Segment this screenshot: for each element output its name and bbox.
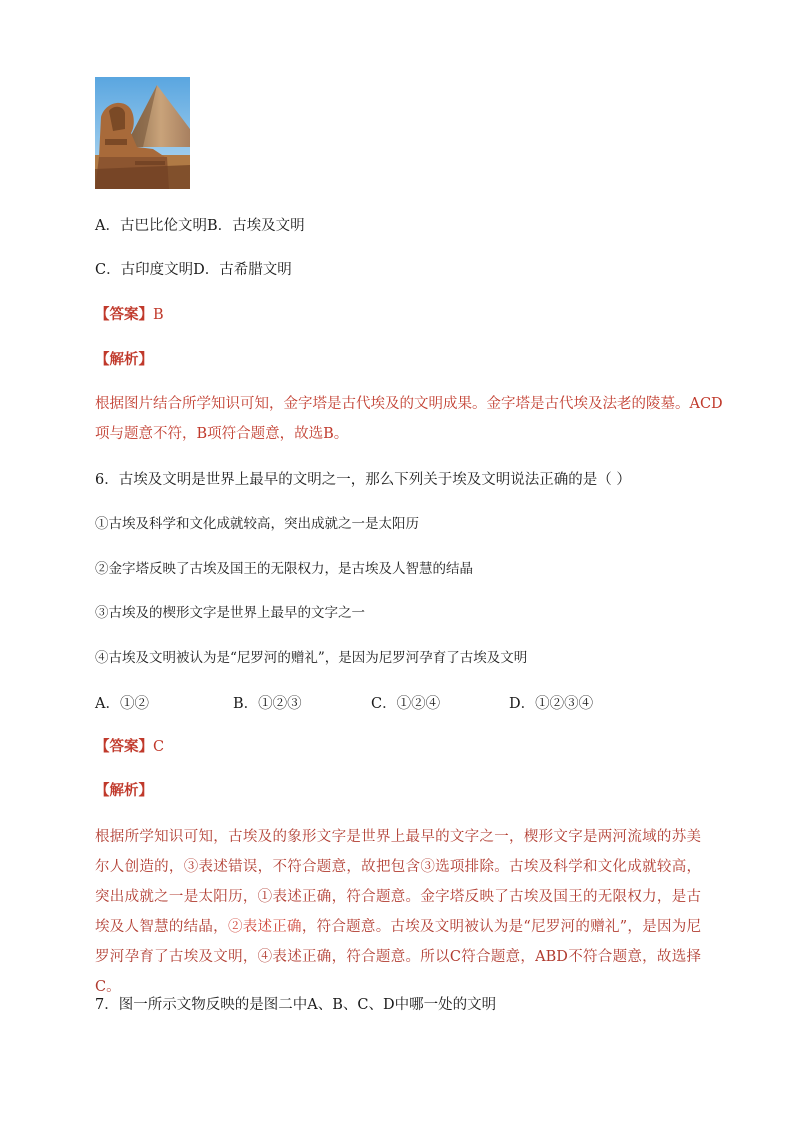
- q6-answer: [95, 737, 715, 757]
- q5-options-row-1: [95, 216, 715, 236]
- q6-options: [95, 692, 715, 712]
- q6-analysis-label: 【解析】: [95, 782, 153, 799]
- q6-answer-label: 【答案】: [95, 738, 153, 755]
- sphinx-pyramid-image: [95, 77, 190, 189]
- q6-analysis-part-1: 根据所学知识可知，古埃及的象形文字是世界上最早的文字之一，楔形文字是两河流域的苏美尔人创造的，③表述错误，不符合题意，故把包含③选项排除。古埃及科学和文化成就较高，突出成就之一是太阳历，①表述正确，符合题意。金字塔反映了古埃及国王的无限权力，是古埃及人智慧的结晶，: [95, 829, 701, 935]
- q6-statement-2: ②金字塔反映了古埃及国王的无限权力，是古埃及人智慧的结晶: [95, 561, 473, 577]
- q5-answer-value: B: [153, 307, 164, 323]
- q5-option-b[interactable]: B．古埃及文明: [206, 218, 305, 234]
- q6-statement-3: ③古埃及的楔形文字是世界上最早的文字之一: [95, 605, 365, 621]
- q5-answer: [95, 305, 715, 325]
- q6-option-d[interactable]: D．①②③④: [509, 696, 594, 712]
- q7-stem: 7．图一所示文物反映的是图二中A、B、C、D中哪一处的文明: [95, 997, 497, 1013]
- q6-analysis-part-3: ，符合题意。古埃及文明被认为是“尼罗河的赠礼”，是因为尼罗河孕育了古埃及文明，④表述正确，符合题意。所以C符合题意，ABD不符合题意，故选择C。: [95, 919, 702, 995]
- q5-option-d[interactable]: D．古希腊文明: [193, 262, 292, 278]
- q5-analysis-line-2: 项与题意不符，B项符合题意，故选B。: [95, 426, 349, 442]
- q6-option-c[interactable]: C．①②④: [371, 696, 441, 712]
- q5-options-row-2: [95, 260, 715, 280]
- q6-stem: 6．古埃及文明是世界上最早的文明之一，那么下列关于埃及文明说法正确的是（ ）: [95, 472, 631, 488]
- q6-answer-value: C: [153, 739, 165, 755]
- q6-analysis-text: [95, 822, 701, 1002]
- q6-analysis-highlight: ②表述正确: [227, 919, 302, 935]
- q6-statement-1: ①古埃及科学和文化成就较高，突出成就之一是太阳历: [95, 516, 419, 532]
- q5-option-c[interactable]: C．古印度文明: [95, 262, 194, 278]
- q5-answer-label: 【答案】: [95, 306, 153, 323]
- q6-statement-4: ④古埃及文明被认为是“尼罗河的赠礼”，是因为尼罗河孕育了古埃及文明: [95, 650, 528, 666]
- q6-option-b[interactable]: B．①②③: [233, 696, 302, 712]
- q5-option-a[interactable]: A．古巴比伦文明: [95, 218, 207, 234]
- q5-analysis-line-1: 根据图片结合所学知识可知，金字塔是古代埃及的文明成果。金字塔是古代埃及法老的陵墓。ACD: [95, 396, 723, 412]
- sphinx-pyramid-photo: [95, 77, 190, 189]
- q6-option-a[interactable]: A．①②: [95, 696, 149, 712]
- q5-analysis-label: 【解析】: [95, 351, 153, 368]
